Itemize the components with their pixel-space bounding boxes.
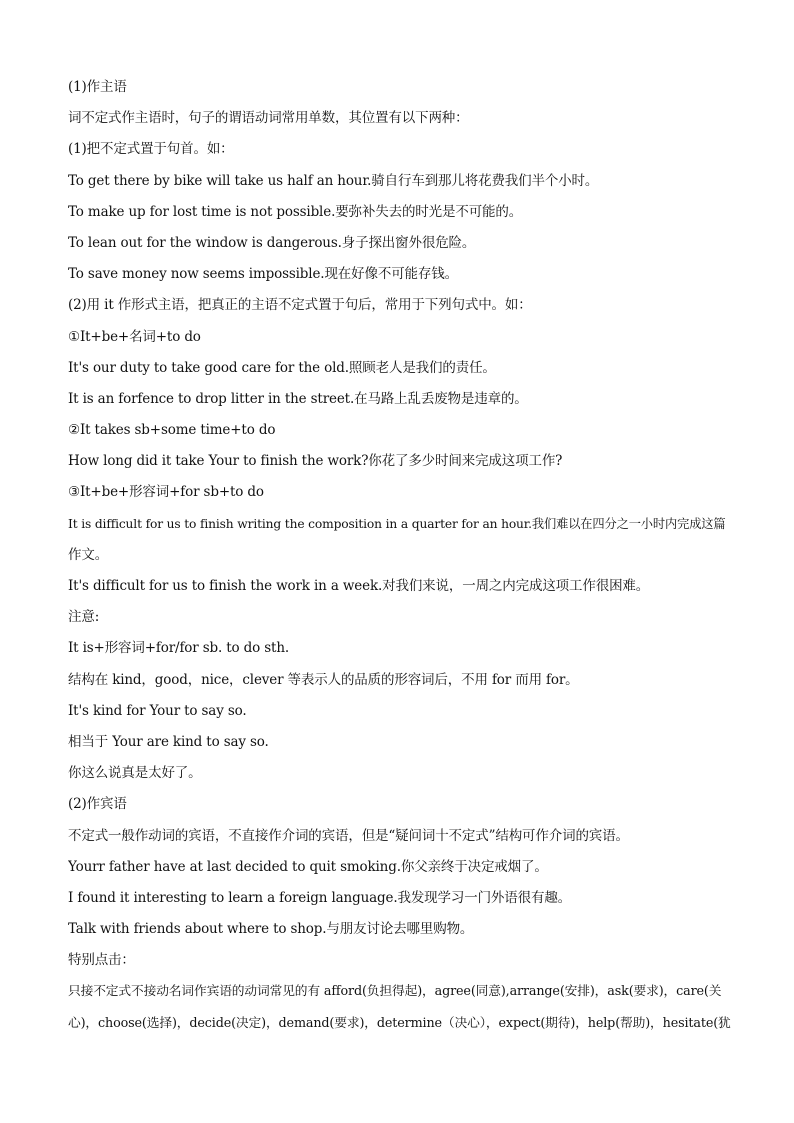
pattern-heading: ②It takes sb+some time+to do xyxy=(68,422,276,439)
pattern-heading: ③It+be+形容词+for sb+to do xyxy=(68,484,264,501)
example-sentence: It is difficult for us to finish writing the composition in a quarter for an hour.我们难以在四分之一小时内完成这篇 xyxy=(68,516,726,531)
section-heading-subject: (1)作主语 xyxy=(68,79,127,95)
body-text: 词不定式作主语时，句子的谓语动词常用单数，其位置有以下两种： xyxy=(68,110,469,127)
body-text: 不定式一般作动词的宾语，不直接作介词的宾语，但是“疑问词十不定式”结构可作介词的宾语。 xyxy=(68,827,629,844)
example-sentence: To make up for lost time is not possible.要弥补失去的时光是不可能的。 xyxy=(68,203,523,220)
example-sentence: I found it interesting to learn a foreign language.我发现学习一门外语很有趣。 xyxy=(68,889,572,906)
note-heading: 注意: xyxy=(68,609,100,626)
example-sentence: It is an forfence to drop litter in the street.在马路上乱丢废物是违章的。 xyxy=(68,390,528,407)
tip-heading: 特别点击： xyxy=(68,952,135,969)
body-text: 结构在 kind，good，nice，clever 等表示人的品质的形容词后，不用 for 而用 for。 xyxy=(68,671,579,688)
example-sentence: To lean out for the window is dangerous.身子探出窗外很危险。 xyxy=(68,234,476,251)
body-text: 只接不定式不接动名词作宾语的动词常见的有 afford(负担得起)，agree(同意),arrange(安排)，ask(要求)，care(关 xyxy=(68,984,722,1000)
example-sentence: It's our duty to take good care for the old.照顾老人是我们的责任。 xyxy=(68,359,496,376)
document-page xyxy=(68,72,732,1039)
example-sentence: It's kind for Your to say so. xyxy=(68,702,247,719)
pattern-heading: It is+形容词+for/for sb. to do sth. xyxy=(68,640,290,657)
sub-heading: (1)把不定式置于句首。如： xyxy=(68,141,234,158)
example-sentence: How long did it take Your to finish the work?你花了多少时间来完成这项工作? xyxy=(68,453,563,470)
section-heading-object: (2)作宾语 xyxy=(68,796,127,813)
example-sentence: To get there by bike will take us half an hour.骑自行车到那儿将花费我们半个小时。 xyxy=(68,172,599,189)
example-sentence-continued: 作文。 xyxy=(68,546,109,563)
example-sentence: 相当于 Your are kind to say so. xyxy=(68,733,269,750)
example-sentence: Yourr father have at last decided to quit smoking.你父亲终于决定戒烟了。 xyxy=(68,858,548,875)
body-text: 心)，choose(选择)，decide(决定)，demand(要求)，determine（决心），expect(期待)，help(帮助)，hesitate(犹 xyxy=(68,1015,731,1031)
example-sentence: It's difficult for us to finish the work in a week.对我们来说，一周之内完成这项工作很困难。 xyxy=(68,578,650,594)
example-sentence: To save money now seems impossible.现在好像不可能存钱。 xyxy=(68,266,458,283)
translation-text: 你这么说真是太好了。 xyxy=(68,765,202,782)
example-sentence: Talk with friends about where to shop.与朋友讨论去哪里购物。 xyxy=(68,921,474,938)
sub-heading: (2)用 it 作形式主语，把真正的主语不定式置于句后，常用于下列句式中。如： xyxy=(68,297,532,314)
pattern-heading: ①It+be+名词+to do xyxy=(68,328,201,345)
